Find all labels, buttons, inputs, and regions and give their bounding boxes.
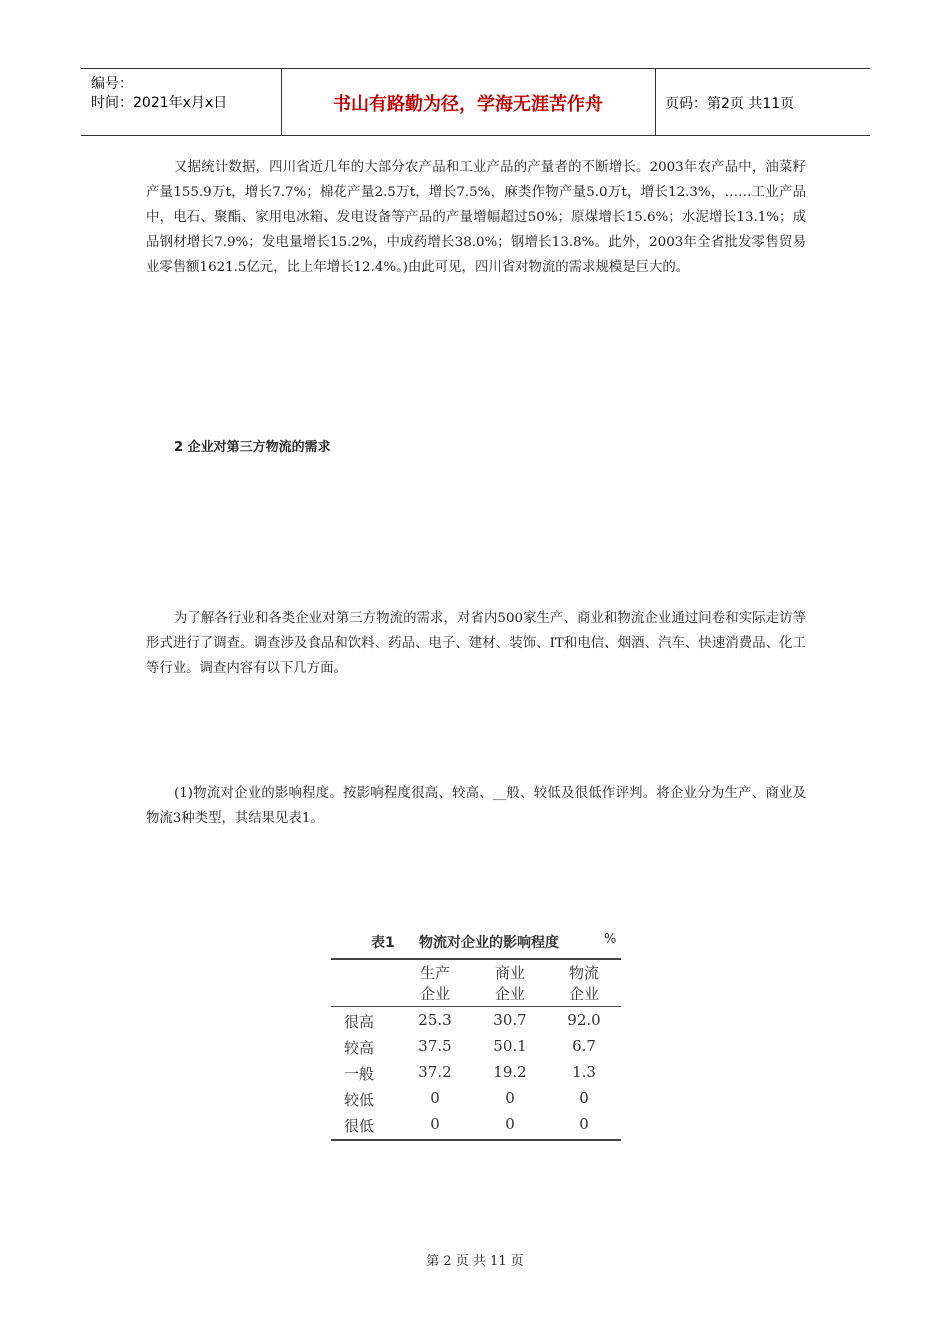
table-cell: 1.3	[572, 1063, 596, 1081]
row-label: 很高	[343, 1013, 374, 1031]
table-cell: 6.7	[572, 1037, 596, 1055]
table-cell: 25.3	[418, 1011, 452, 1029]
page-header	[81, 68, 870, 136]
header-date-label: 时间：2021年x月x日	[91, 95, 228, 111]
table-unit: %	[604, 932, 617, 947]
row-label: 很低	[343, 1117, 374, 1135]
section-heading: 2 企业对第三方物流的需求	[174, 440, 331, 455]
table-bottom-rule	[331, 1139, 621, 1141]
table-cell: 30.7	[493, 1011, 527, 1029]
header-code-label: 编号：	[91, 76, 133, 92]
column-header	[480, 963, 540, 1005]
table-top-rule	[331, 958, 621, 960]
table-label: 表1	[371, 935, 395, 951]
table-cell: 50.1	[493, 1037, 527, 1055]
column-header	[554, 963, 614, 1005]
table-cell: 19.2	[493, 1063, 527, 1081]
paragraph-survey: 为了解各行业和各类企业对第三方物流的需求，对省内500家生产、商业和物流企业通过问卷和实际走访等形式进行了调查。调查涉及食品和饮料、药品、电子、建材、装饰、IT和电信、烟酒、汽车、快速消费品、化工等行业。调查内容有以下几方面。	[146, 611, 806, 676]
table-figure	[331, 928, 623, 1143]
header-bottom-rule	[81, 135, 870, 136]
column-header	[405, 963, 465, 1005]
header-top-rule	[81, 68, 870, 69]
table-cell: 0	[430, 1115, 440, 1133]
header-divider-right	[655, 68, 656, 136]
page-footer: 第 2 页 共 11 页	[426, 1254, 524, 1269]
table-cell: 0	[505, 1089, 515, 1107]
column-header-line: 企业	[419, 985, 450, 1003]
paragraph-impact: (1)物流对企业的影响程度。按影响程度很高、较高、__般、较低及很低作评判。将企业分为生产、商业及物流3种类型，其结果见表1。	[146, 786, 806, 826]
column-header-line: 企业	[494, 985, 525, 1003]
column-header-line: 生产	[419, 964, 450, 982]
column-header-line: 商业	[494, 964, 525, 982]
table-cell: 92.0	[567, 1011, 601, 1029]
table-cell: 0	[579, 1115, 589, 1133]
table-cell: 0	[430, 1089, 440, 1107]
table-header-rule	[331, 1006, 621, 1007]
header-motto: 书山有路勤为径，学海无涯苦作舟	[333, 94, 603, 115]
table-cell: 37.5	[418, 1037, 452, 1055]
column-header-line: 物流	[568, 964, 599, 982]
row-label: 较高	[343, 1039, 374, 1057]
row-label: 较低	[343, 1091, 374, 1109]
header-page-label: 页码：第2页 共11页	[665, 96, 795, 112]
table-cell: 0	[505, 1115, 515, 1133]
table-cell: 37.2	[418, 1063, 452, 1081]
paragraph-statistics: 又据统计数据，四川省近几年的大部分农产品和工业产品的产量者的不断增长。2003年农产品中，油菜籽产量155.9万t，增长7.7%；棉花产量2.5万t，增长7.5%，麻类作物产量5.0万t，增长12.3%，……工业产品中，电石、聚酯、家用电冰箱、发电设备等产品的产量增幅超过50%；原煤增长15.6%；水泥增长13.1%；成品钢材增长7.9%；发电量增长15.2%，中成药增长38.0%；钢增长13.8%。此外，2003年全省批发零售贸易业零售额1621.5亿元，比上年增长12.4%。)由此可见，四川省对物流的需求规模是巨大的。	[146, 160, 806, 275]
column-header-line: 企业	[568, 985, 599, 1003]
table-title: 物流对企业的影响程度	[419, 935, 559, 951]
table-cell: 0	[579, 1089, 589, 1107]
row-label: 一般	[343, 1065, 374, 1083]
